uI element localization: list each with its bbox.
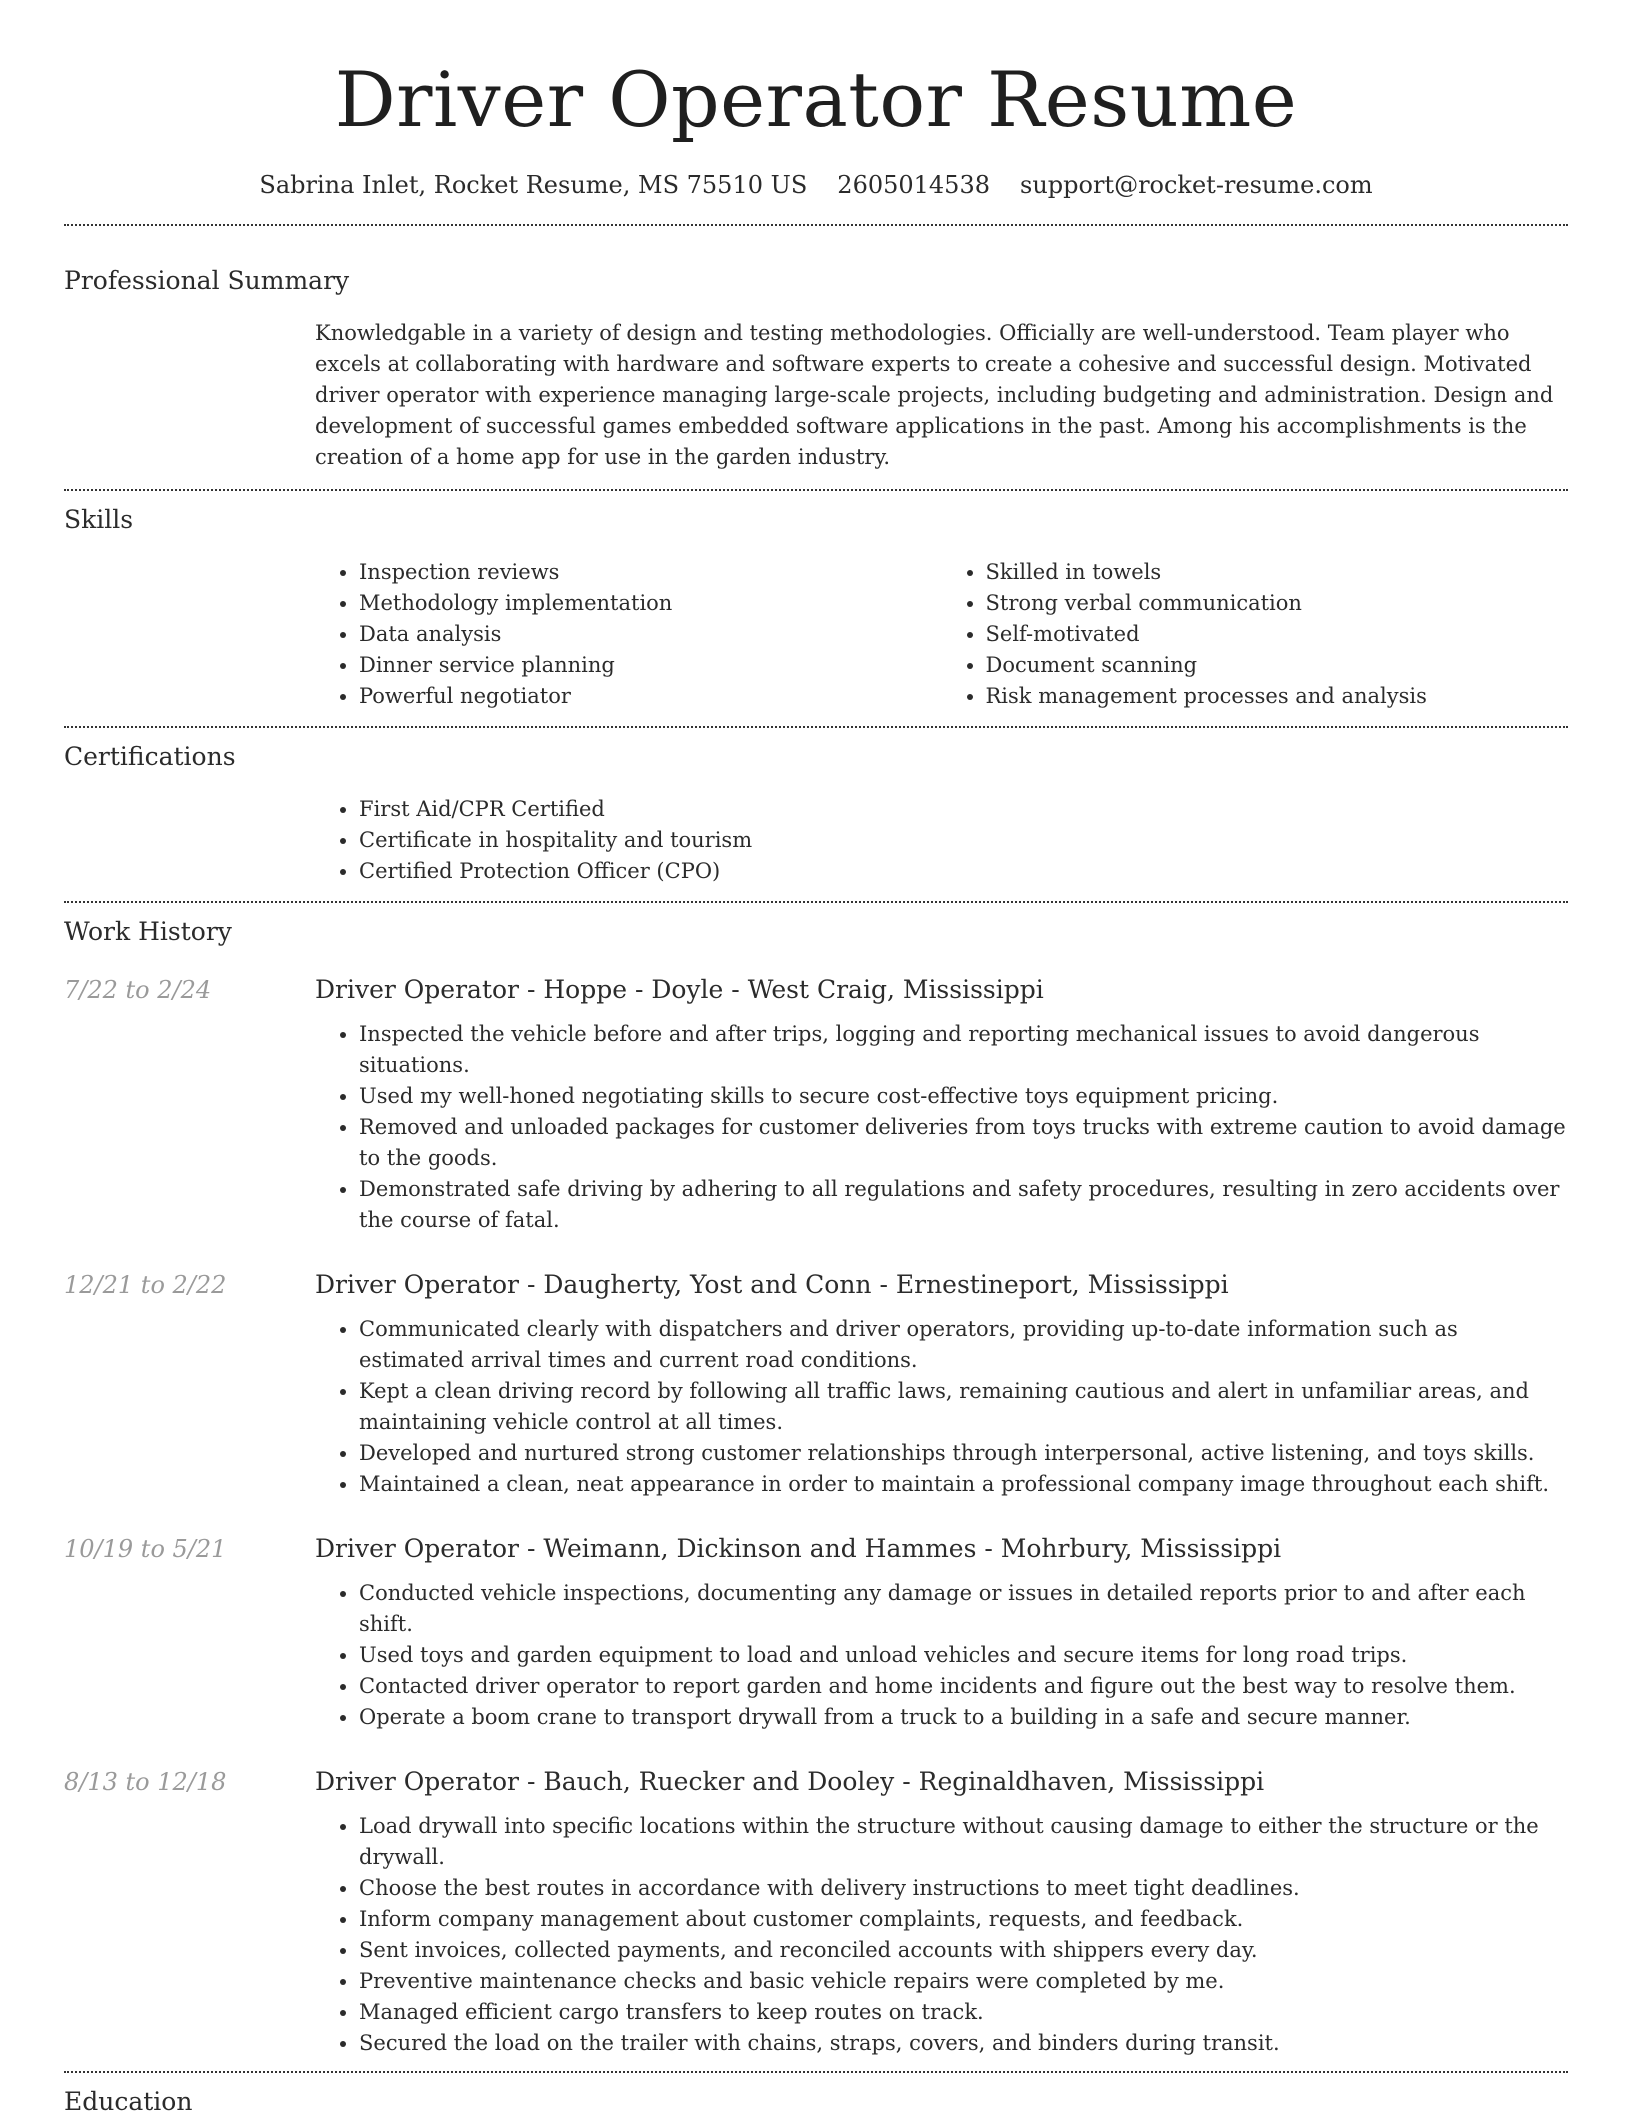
certifications-list	[315, 794, 1568, 887]
contact-email: support@rocket-resume.com	[1020, 171, 1373, 199]
job-entry	[64, 1268, 1568, 1500]
resume-page	[64, 0, 1568, 2119]
list-item: • Inform company management about customer complaints, requests, and feedback.	[359, 1904, 1568, 1935]
job-title: Driver Operator - Hoppe - Doyle - West Craig, Mississippi	[315, 975, 1044, 1004]
list-item: • Maintained a clean, neat appearance in order to maintain a professional company image throughout each shift.	[359, 1469, 1568, 1500]
job-entry	[64, 1532, 1568, 1733]
list-item: • Dinner service planning	[359, 650, 942, 681]
list-item: • Communicated clearly with dispatchers and driver operators, providing up-to-date information such as estimated arrival times and current road conditions.	[359, 1314, 1568, 1376]
job-bullets	[315, 1019, 1568, 1236]
job-entry	[64, 1765, 1568, 2071]
certifications-section	[64, 740, 1568, 901]
list-item: • Conducted vehicle inspections, documenting any damage or issues in detailed reports prior to and after each shift.	[359, 1578, 1568, 1640]
list-item: • Choose the best routes in accordance with delivery instructions to meet tight deadlines.	[359, 1873, 1568, 1904]
list-item: • Used toys and garden equipment to load and unload vehicles and secure items for long road trips.	[359, 1640, 1568, 1671]
list-item: • Secured the load on the trailer with chains, straps, covers, and binders during transit.	[359, 2028, 1568, 2059]
job-bullets	[315, 1811, 1568, 2059]
job-entry	[64, 973, 1568, 1236]
list-item: • Used my well-honed negotiating skills to secure cost-effective toys equipment pricing.	[359, 1081, 1568, 1112]
list-item: • Methodology implementation	[359, 588, 942, 619]
list-item: • Self-motivated	[986, 619, 1569, 650]
job-dates: 8/13 to 12/18	[64, 1768, 227, 1796]
list-item: • Removed and unloaded packages for customer deliveries from toys trucks with extreme caution to avoid damage to the goods.	[359, 1112, 1568, 1174]
list-item: • Powerful negotiator	[359, 681, 942, 712]
list-item: • Load drywall into specific locations within the structure without causing damage to either the structure or the drywall.	[359, 1811, 1568, 1873]
job-title: Driver Operator - Bauch, Ruecker and Dooley - Reginaldhaven, Mississippi	[315, 1767, 1265, 1796]
job-bullets	[315, 1314, 1568, 1500]
skills-list-left	[315, 557, 942, 712]
list-item: • Kept a clean driving record by following all traffic laws, remaining cautious and alert in unfamiliar areas, and maintaining vehicle control at all times.	[359, 1376, 1568, 1438]
contact-line	[64, 168, 1568, 202]
divider	[64, 224, 1568, 226]
list-item: • Inspected the vehicle before and after trips, logging and reporting mechanical issues to avoid dangerous situations.	[359, 1019, 1568, 1081]
list-item: • Developed and nurtured strong customer relationships through interpersonal, active listening, and toys skills.	[359, 1438, 1568, 1469]
job-dates: 7/22 to 2/24	[64, 976, 212, 1004]
section-title-skills: Skills	[64, 505, 134, 534]
list-item: • Demonstrated safe driving by adhering to all regulations and safety procedures, resulting in zero accidents over the course of fatal.	[359, 1174, 1568, 1236]
job-bullets	[315, 1578, 1568, 1733]
education-section	[64, 2085, 1568, 2119]
list-item: • First Aid/CPR Certified	[359, 794, 1568, 825]
certifications-content	[315, 794, 1568, 901]
job-title: Driver Operator - Weimann, Dickinson and Hammes - Mohrbury, Mississippi	[315, 1534, 1282, 1563]
divider	[64, 489, 1568, 491]
contact-phone: 2605014538	[837, 171, 990, 199]
list-item: • Data analysis	[359, 619, 942, 650]
list-item: • Managed efficient cargo transfers to keep routes on track.	[359, 1997, 1568, 2028]
list-item: • Risk management processes and analysis	[986, 681, 1569, 712]
work-history-section	[64, 915, 1568, 2071]
job-dates: 10/19 to 5/21	[64, 1535, 227, 1563]
list-item: • Contacted driver operator to report garden and home incidents and figure out the best way to resolve them.	[359, 1671, 1568, 1702]
list-item: • Strong verbal communication	[986, 588, 1569, 619]
list-item: • Sent invoices, collected payments, and reconciled accounts with shippers every day.	[359, 1935, 1568, 1966]
list-item: • Document scanning	[986, 650, 1569, 681]
summary-section	[64, 264, 1568, 489]
divider	[64, 901, 1568, 903]
list-item: • Inspection reviews	[359, 557, 942, 588]
section-title-summary: Professional Summary	[64, 266, 350, 295]
list-item: • Certified Protection Officer (CPO)	[359, 856, 1568, 887]
skills-section	[64, 503, 1568, 726]
section-title-work-history: Work History	[64, 917, 232, 946]
divider	[64, 2071, 1568, 2073]
list-item: • Preventive maintenance checks and basic vehicle repairs were completed by me.	[359, 1966, 1568, 1997]
job-title: Driver Operator - Daugherty, Yost and Conn - Ernestineport, Mississippi	[315, 1270, 1229, 1299]
skills-columns	[315, 557, 1568, 726]
section-title-certifications: Certifications	[64, 742, 236, 771]
list-item: • Certificate in hospitality and tourism	[359, 825, 1568, 856]
skills-list-right	[942, 557, 1569, 712]
section-title-education: Education	[64, 2087, 193, 2116]
divider	[64, 726, 1568, 728]
job-dates: 12/21 to 2/22	[64, 1271, 227, 1299]
resume-title: Driver Operator Resume	[334, 55, 1298, 144]
list-item: • Skilled in towels	[986, 557, 1569, 588]
list-item: • Operate a boom crane to transport drywall from a truck to a building in a safe and secure manner.	[359, 1702, 1568, 1733]
summary-text: Knowledgable in a variety of design and testing methodologies. Officially are well-understood. Team player who excels at collaborating with hardware and software experts to create a cohesive and successful design. Motivated driver operator with experience managing large-scale projects, including budgeting and administration. Design and development of successful games embedded software applications in the past. Among his accomplishments is the creation of a home app for use in the garden industry.	[315, 321, 1554, 469]
contact-address: Sabrina Inlet, Rocket Resume, MS 75510 US	[259, 171, 808, 199]
